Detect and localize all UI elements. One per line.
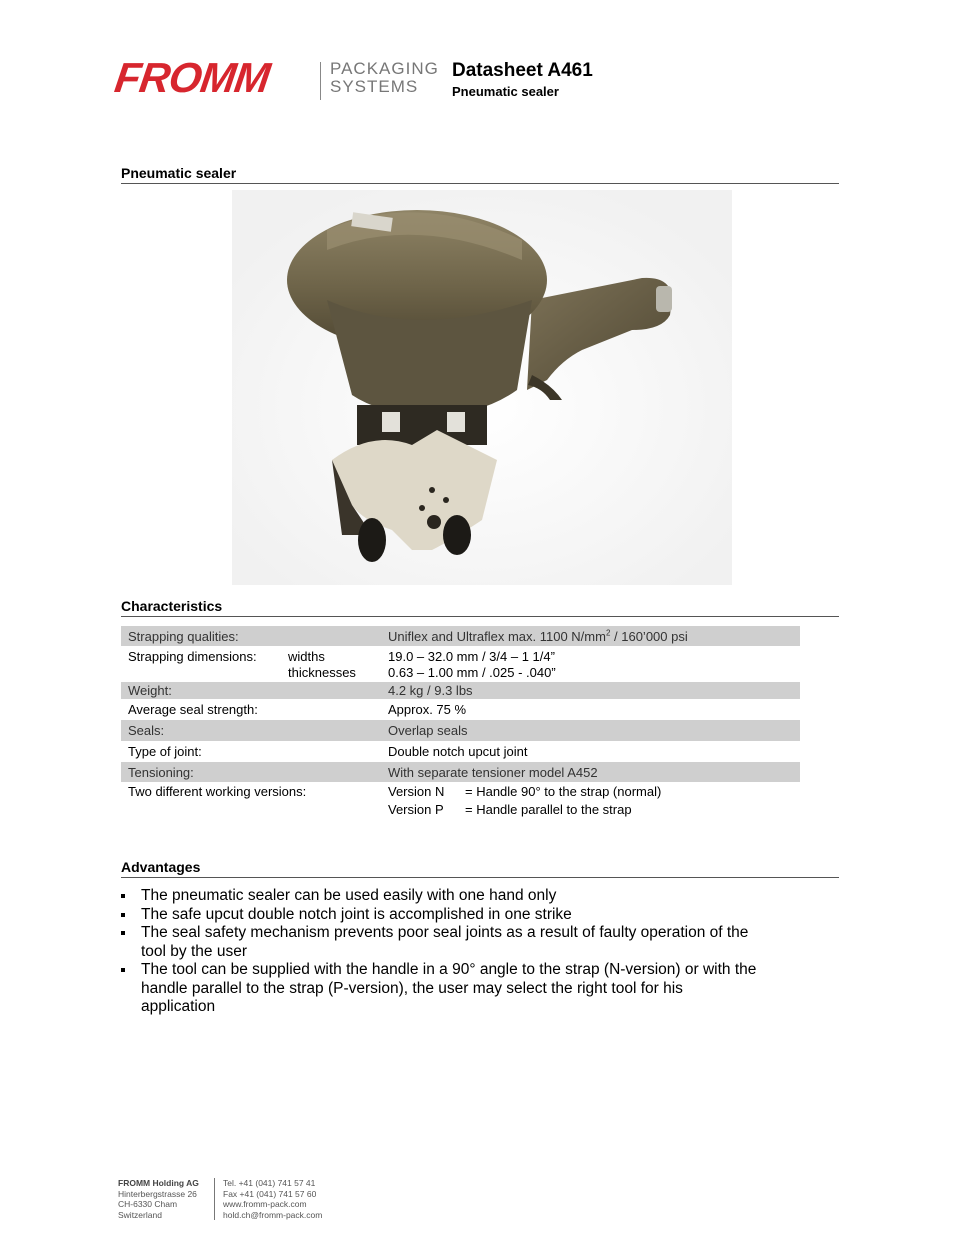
datasheet-subtitle: Pneumatic sealer (452, 84, 559, 99)
row-label: Two different working versions: (128, 784, 307, 799)
datasheet-title: Datasheet A461 (452, 60, 593, 81)
list-item-text: The tool can be supplied with the handle in a 90° angle to the strap (N-version) or with the handle parallel to the strap (P-version), the user may select the right tool for his application (141, 961, 757, 1015)
table-row (121, 741, 800, 762)
table-row (121, 664, 800, 682)
list-item-text: The seal safety mechanism prevents poor seal joints as a result of faulty operation of the tool by the user (141, 924, 749, 960)
version-p-label: Version P (388, 802, 444, 817)
product-photo (232, 190, 732, 585)
version-n-label: Version N (388, 784, 445, 799)
footer-address (118, 1178, 199, 1220)
row-value: 19.0 – 32.0 mm / 3/4 – 1 1/4” (388, 649, 555, 664)
footer-fax: Fax +41 (041) 741 57 60 (223, 1188, 317, 1199)
footer-email-link[interactable]: hold.ch@fromm-pack.com (223, 1209, 323, 1220)
bullet-icon (121, 913, 125, 917)
row-value: Uniflex and Ultraflex max. 1100 $N/mm^2$ / 160’000 psi (388, 628, 688, 644)
row-sublabel: widths (288, 649, 325, 664)
table-row (121, 682, 800, 699)
table-row (121, 626, 800, 646)
list-item (121, 961, 761, 1017)
version-n-desc: = Handle 90° to the strap (normal) (465, 784, 662, 799)
row-value: 4.2 kg / 9.3 lbs (388, 683, 473, 698)
characteristics-heading: Characteristics (121, 598, 839, 617)
row-label: Strapping dimensions: (128, 649, 257, 664)
row-label: Type of joint: (128, 744, 202, 759)
row-label: Strapping qualities: (128, 629, 239, 644)
list-item-text: The pneumatic sealer can be used easily with one hand only (141, 887, 557, 904)
footer-country: Switzerland (118, 1209, 162, 1220)
row-sublabel: thicknesses (288, 665, 356, 680)
table-row (121, 646, 800, 664)
table-row (121, 782, 800, 800)
product-heading: Pneumatic sealer (121, 165, 839, 184)
row-value: With separate tensioner model A452 (388, 765, 598, 780)
row-label: Weight: (128, 683, 172, 698)
footer-tel: Tel. +41 (041) 741 57 41 (223, 1178, 316, 1188)
list-item (121, 906, 761, 925)
table-row (121, 720, 800, 741)
footer-street: Hinterbergstrasse 26 (118, 1188, 197, 1199)
brand-tagline-line1: PACKAGING (330, 59, 439, 78)
table-row (121, 800, 800, 818)
advantages-list (121, 887, 761, 1017)
version-p-desc: = Handle parallel to the strap (465, 802, 632, 817)
brand-logo: FROMM (111, 54, 273, 101)
row-label: Tensioning: (128, 765, 194, 780)
footer-city: CH-6330 Cham (118, 1199, 178, 1209)
table-row (121, 699, 800, 720)
row-value: Overlap seals (388, 723, 468, 738)
characteristics-table (121, 626, 800, 818)
footer-contact (223, 1178, 322, 1220)
brand-tagline (330, 60, 439, 96)
list-item (121, 887, 761, 906)
logo-divider (320, 62, 321, 100)
brand-tagline-line2: SYSTEMS (330, 77, 419, 96)
row-label: Average seal strength: (128, 702, 258, 717)
list-item-text: The safe upcut double notch joint is accomplished in one strike (141, 905, 572, 923)
bullet-icon (121, 931, 125, 935)
bullet-icon (121, 968, 125, 972)
footer-divider (214, 1178, 215, 1220)
row-value: Approx. 75 % (388, 702, 467, 717)
advantages-heading: Advantages (121, 859, 839, 878)
row-label: Seals: (128, 723, 165, 738)
list-item (121, 924, 761, 961)
footer-web-link[interactable]: www.fromm-pack.com (223, 1199, 307, 1209)
footer-company: FROMM Holding AG (118, 1178, 199, 1188)
row-value: Double notch upcut joint (388, 744, 528, 759)
table-row (121, 762, 800, 782)
bullet-icon (121, 894, 125, 898)
row-value: 0.63 – 1.00 mm / .025 - .040” (388, 665, 556, 680)
